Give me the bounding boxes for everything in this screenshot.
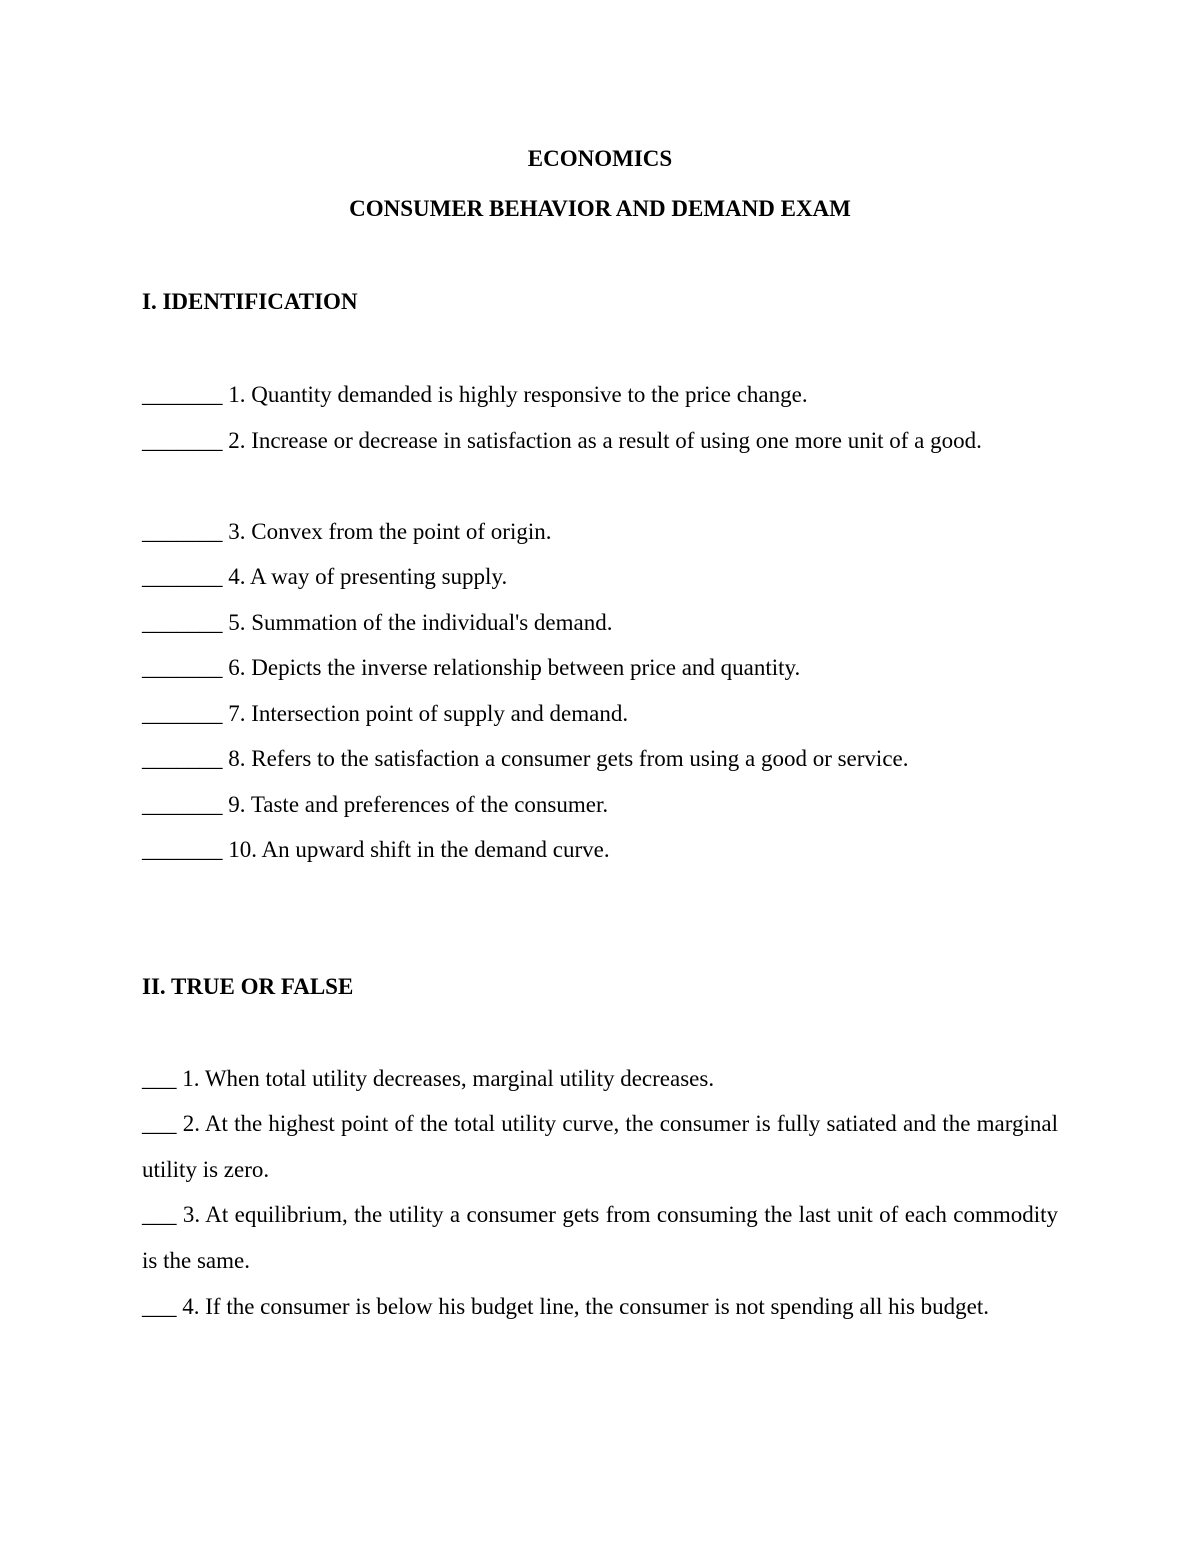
identification-item (142, 372, 1058, 418)
section-heading-identification: I. IDENTIFICATION (142, 289, 358, 314)
question-text: 7. Intersection point of supply and demand. (228, 701, 629, 726)
answer-blank: _______ (142, 564, 223, 589)
answer-blank: _______ (142, 837, 223, 862)
answer-blank: _______ (142, 519, 223, 544)
question-text: 8. Refers to the satisfaction a consumer gets from using a good or service. (228, 746, 909, 771)
answer-blank: _______ (142, 701, 223, 726)
question-text: 6. Depicts the inverse relationship between price and quantity. (228, 655, 801, 680)
answer-blank: ___ (142, 1202, 177, 1227)
identification-item (142, 645, 1058, 691)
identification-item (142, 827, 1058, 873)
question-text: 3. Convex from the point of origin. (228, 519, 552, 544)
answer-blank: _______ (142, 428, 223, 453)
exam-title: CONSUMER BEHAVIOR AND DEMAND EXAM (349, 196, 851, 221)
true-false-item (142, 1101, 1058, 1193)
identification-item (142, 736, 1058, 782)
question-text: 3. At equilibrium, the utility a consumer gets from consuming the last unit of each commodity is the same. (142, 1202, 1058, 1273)
question-text: 4. A way of presenting supply. (228, 564, 508, 589)
question-text: 2. Increase or decrease in satisfaction as a result of using one more unit of a good. (228, 428, 982, 453)
identification-item (142, 691, 1058, 737)
answer-blank: ___ (142, 1111, 177, 1136)
question-text: 4. If the consumer is below his budget line, the consumer is not spending all his budget. (182, 1294, 990, 1319)
subject-title: ECONOMICS (527, 146, 673, 171)
answer-blank: _______ (142, 610, 223, 635)
identification-item (142, 509, 1058, 555)
question-text: 9. Taste and preferences of the consumer. (228, 792, 609, 817)
answer-blank: _______ (142, 655, 223, 680)
answer-blank: _______ (142, 382, 223, 407)
answer-blank: ___ (142, 1066, 177, 1091)
true-false-item (142, 1056, 1058, 1102)
identification-item (142, 782, 1058, 828)
identification-item (142, 600, 1058, 646)
answer-blank: ___ (142, 1294, 177, 1319)
question-text: 2. At the highest point of the total utility curve, the consumer is fully satiated and the marginal utility is zero. (142, 1111, 1058, 1182)
identification-item (142, 554, 1058, 600)
true-false-item (142, 1284, 1058, 1330)
question-text: 10. An upward shift in the demand curve. (228, 837, 610, 862)
question-text: 1. Quantity demanded is highly responsive to the price change. (228, 382, 808, 407)
question-text: 5. Summation of the individual's demand. (228, 610, 613, 635)
answer-blank: _______ (142, 792, 223, 817)
answer-blank: _______ (142, 746, 223, 771)
section-heading-true-or-false: II. TRUE OR FALSE (142, 974, 354, 999)
true-false-item (142, 1192, 1058, 1284)
identification-item (142, 418, 1058, 464)
question-text: 1. When total utility decreases, marginal utility decreases. (182, 1066, 715, 1091)
